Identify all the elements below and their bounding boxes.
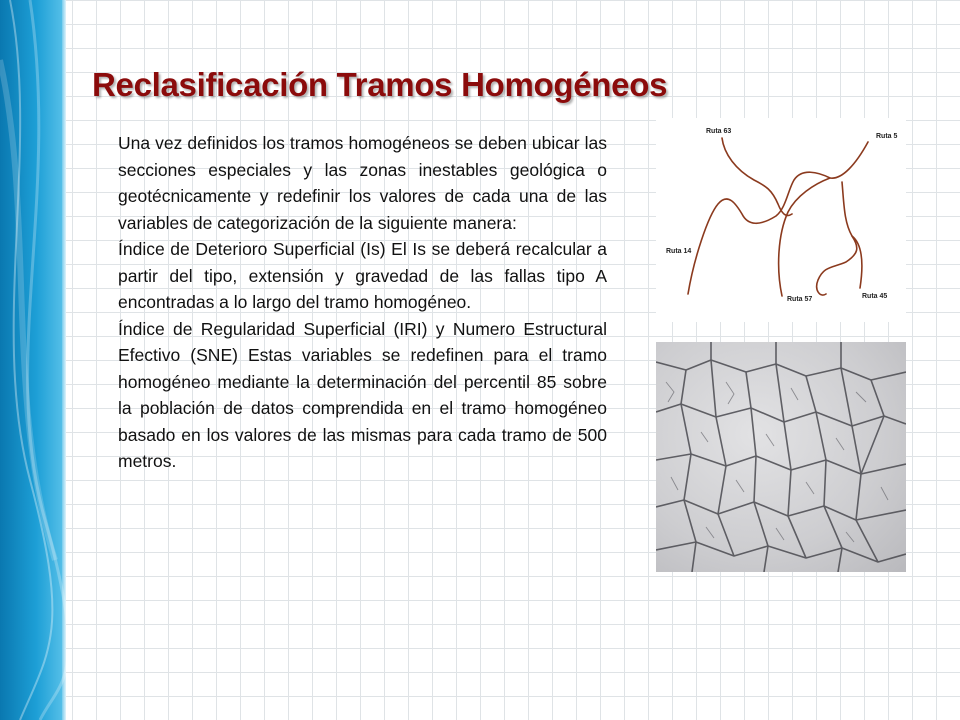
map-label-ruta-5: Ruta 5 xyxy=(876,133,898,140)
map-label-ruta-14: Ruta 14 xyxy=(666,248,692,255)
route-map-lines xyxy=(656,118,906,322)
route-line-57 xyxy=(779,178,830,296)
paragraph-is: Índice de Deterioro Superficial (Is) El Is se deberá recalcular a partir del tipo, extensión y gravedad de las fallas tipo A encontradas a lo largo del tramo homogéneo. xyxy=(118,239,607,312)
map-label-ruta-63: Ruta 63 xyxy=(706,128,732,135)
slide-title: Reclasificación Tramos Homogéneos xyxy=(92,66,668,103)
route-line-45 xyxy=(817,182,857,295)
route-line-45-branch xyxy=(852,236,862,288)
route-line-63 xyxy=(722,138,792,216)
map-label-ruta-57: Ruta 57 xyxy=(787,296,813,303)
sidebar-swoosh-decoration xyxy=(0,0,66,720)
map-label-ruta-45: Ruta 45 xyxy=(862,293,888,300)
sidebar-accent xyxy=(0,0,66,720)
paragraph-iri-sne: Índice de Regularidad Superficial (IRI) y Numero Estructural Efectivo (SNE) Estas variables se redefinen para el tramo homogéneo mediante la determinación del percentil 85 sobre la población de datos comprendida en el tramo homogéneo basado en los valores de las mismas para cada tramo de 500 metros. xyxy=(118,318,607,471)
body-text xyxy=(118,130,607,475)
paragraph-intro: Una vez definidos los tramos homogéneos se deben ubicar las secciones especiales y las zonas inestables geológica o geotécnicamente y redefinir los valores de cada una de las variables de categorización de la siguiente manera: xyxy=(118,133,607,233)
route-map xyxy=(656,118,906,322)
pavement-cracks xyxy=(656,342,906,572)
cracked-pavement-photo xyxy=(656,342,906,572)
